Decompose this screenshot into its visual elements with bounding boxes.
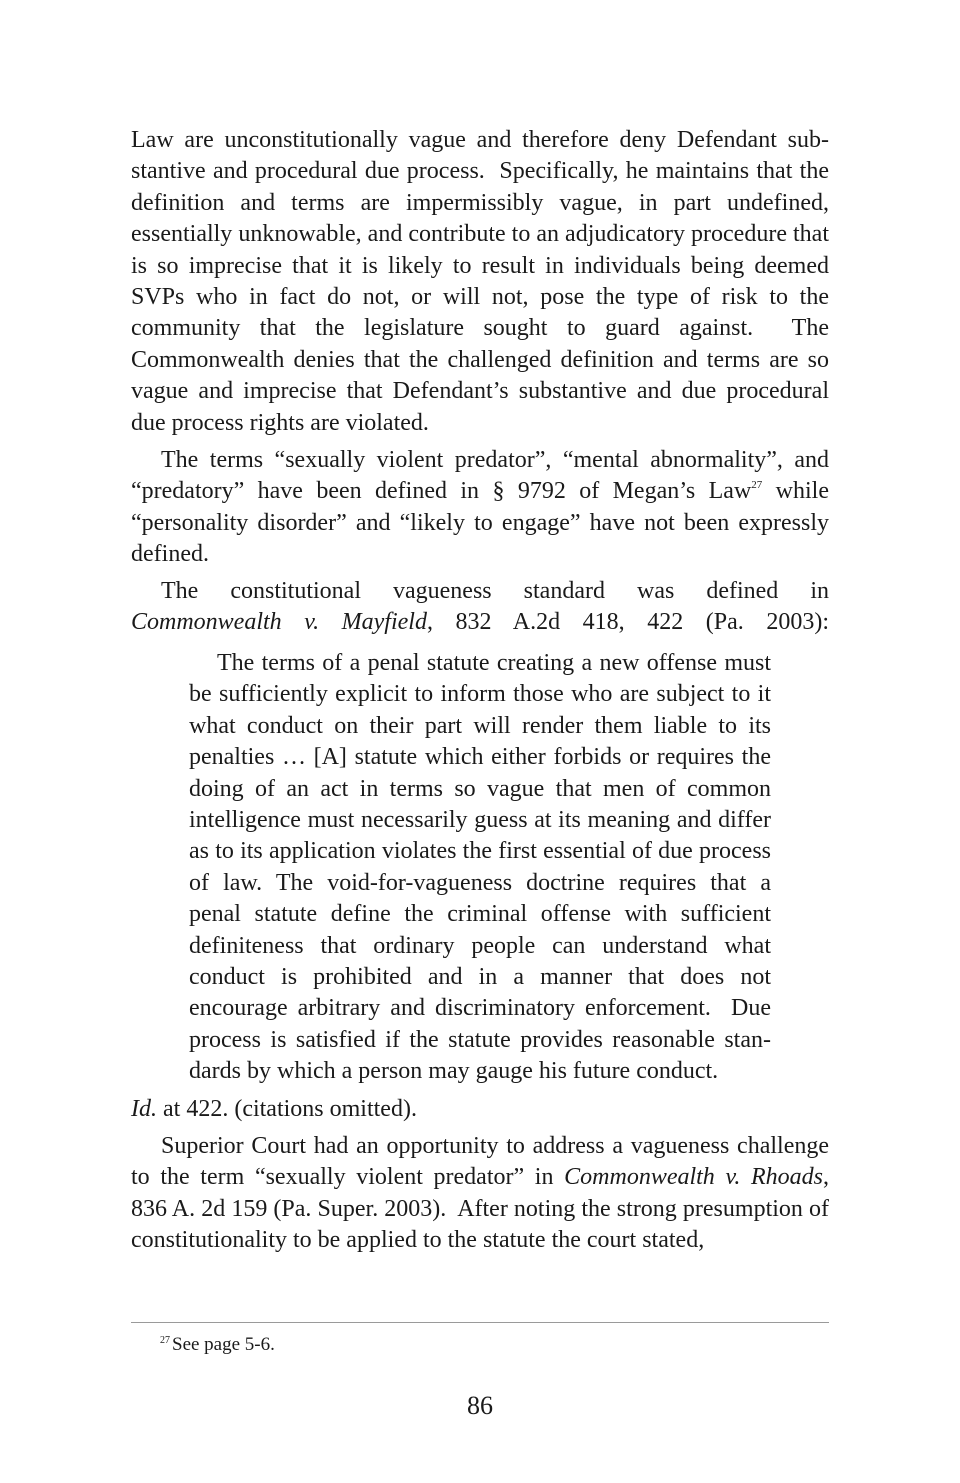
quote-text: The terms of a penal statute creating a new offense must be sufficiently explicit to inform those who are subject to it what conduct on their part will render them liable to its penalties … [A] statute which either forbids or requires the doing of an act in terms so vague that men of common intelligence must necessarily guess at its meaning and differ as to its application violates the first essential of due process of law. The void-for-vagueness doctrine requires that a penal statute define the criminal offense with sufficient definiteness that ordinary people can understand what conduct is prohibited and in a manner that does not encourage arbitrary and discriminatory enforcement. Due process is satisfied if the statute provides reasonable standards by which a person may gauge his future conduct. — [189, 650, 771, 1085]
footnote — [160, 1333, 275, 1357]
body-paragraph-3 — [131, 576, 829, 639]
footnote-reference[interactable]: 27 — [751, 479, 763, 492]
block-quote — [189, 648, 771, 1088]
paragraph-text: Law are unconstitutionally vague and therefore deny Defendant substantive and procedural due process. Specifically, he maintains that the definition and terms are impermissibly vague, in part undefined, essentially unknowable, and contribute to an adjudicatory procedure that is so imprecise that it is likely to result in individuals being deemed SVPs who in fact do not, or will not, pose the type of risk to the community that the legislature sought to guard against. The Commonwealth denies that the challenged definition and terms are so vague and imprecise that Defendant’s substantive and due procedural due process rights are violated. — [131, 127, 829, 436]
footnote-text: See page 5-6. — [172, 1334, 275, 1355]
footnote-divider — [131, 1322, 829, 1323]
paragraph-text-part: The constitutional vagueness standard was defined in — [161, 578, 829, 604]
page-number: 86 — [467, 1391, 493, 1420]
paragraph-text-part: while “personality disorder” and “likely to engage” have not been expressly defined. — [131, 478, 829, 568]
case-name: Commonwealth v. Mayfield — [131, 609, 427, 636]
paragraph-text — [131, 1131, 829, 1257]
quote-citation — [131, 1094, 417, 1125]
footnote-number: 27 — [160, 1335, 170, 1346]
case-citation: , 832 A.2d 418, 422 (Pa. 2003): — [426, 609, 829, 636]
body-paragraph-2 — [131, 445, 829, 571]
paragraph-text-part: The terms “sexually violent predator”, “mental abnormality”, and “predatory” have been defined in § 9792 of Megan’s Law — [131, 447, 829, 505]
paragraph-text — [131, 445, 829, 571]
id-signal: Id. — [131, 1096, 157, 1122]
case-name: Commonwealth v. Rhoads — [564, 1164, 823, 1191]
citation-text: at 422. (citations omitted). — [157, 1096, 417, 1122]
paragraph-text-part: , 836 A. 2d 159 (Pa. Super. 2003). After noting the strong presumption of constitutionality to be applied to the statute the court stated, — [131, 1164, 829, 1254]
paragraph-text-part: Superior Court had an opportunity to address a vagueness challenge to the term “sexually violent predator” in — [131, 1133, 829, 1191]
body-paragraph-1 — [131, 125, 829, 439]
body-paragraph-4 — [131, 1131, 829, 1257]
paragraph-text — [131, 576, 829, 639]
